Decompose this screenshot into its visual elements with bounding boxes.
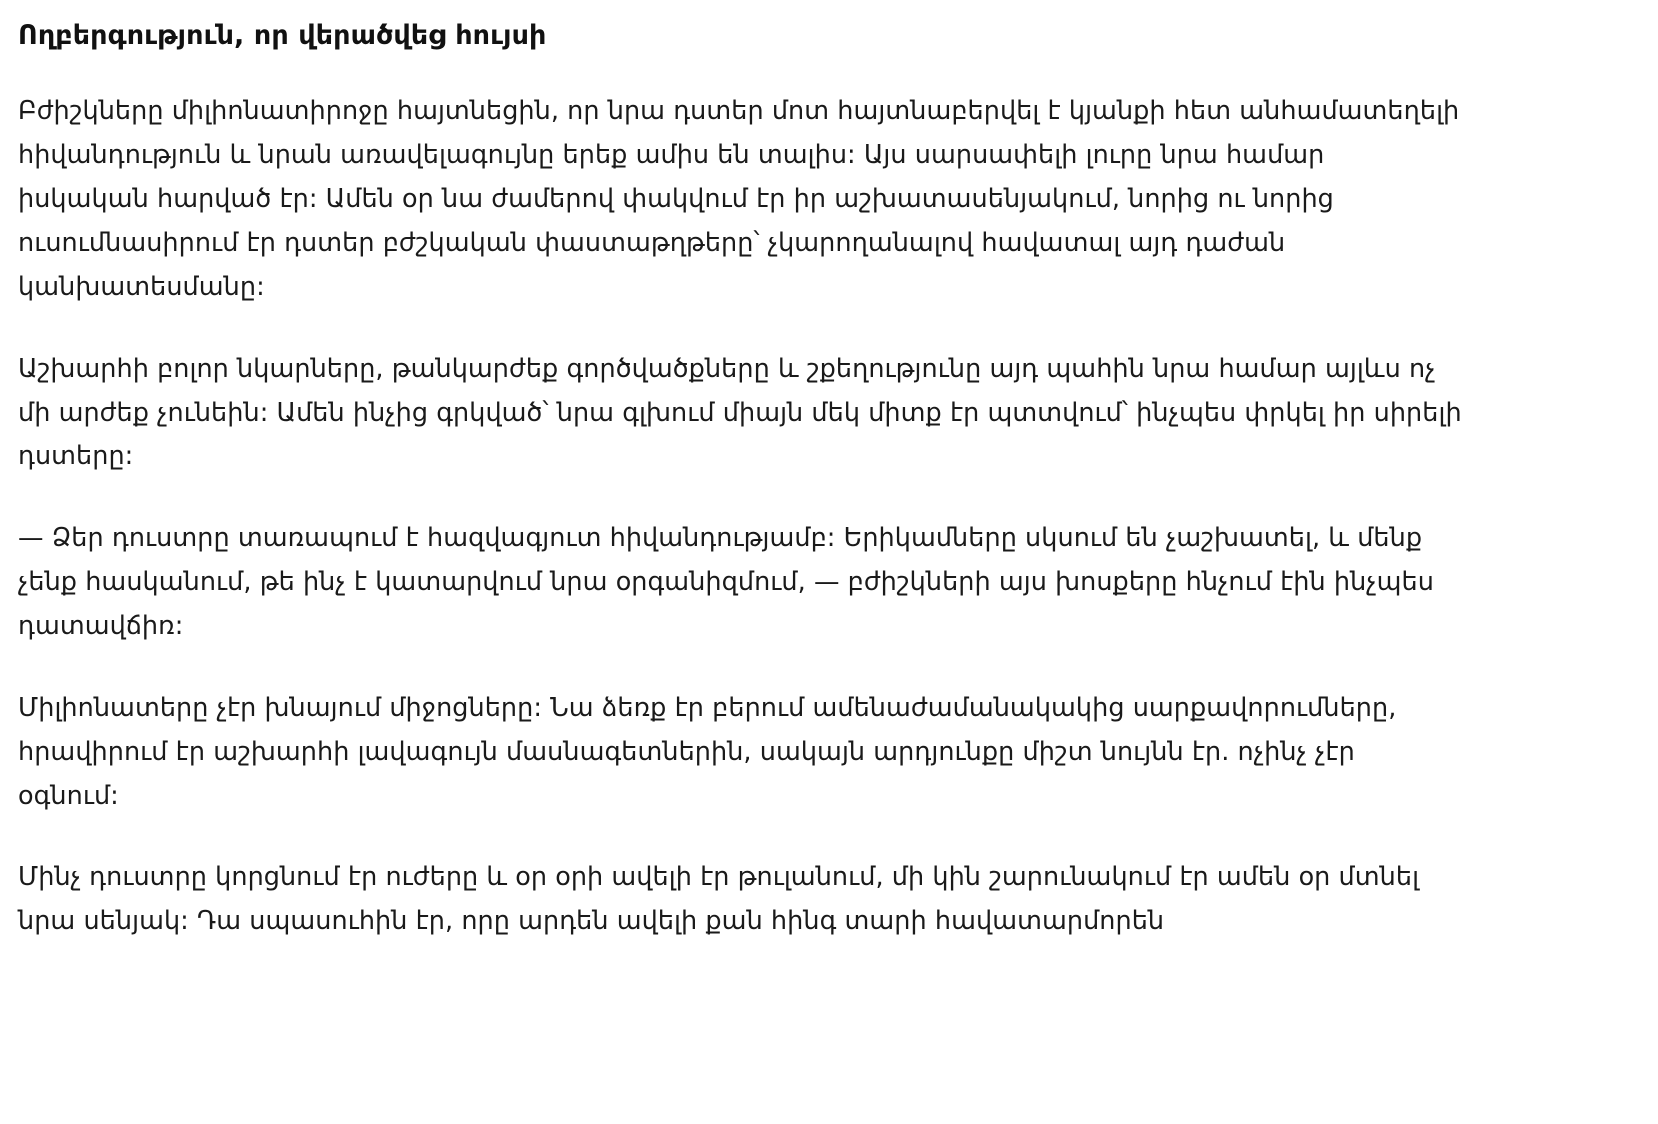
article-body <box>18 90 1462 944</box>
paragraph: Մինչ դուստրը կորցնում էր ուժերը և օր օրի ավելի էր թուլանում, մի կին շարունակում էր ամեն օր մտնել նրա սենյակ: Դա սպասուհին էր, որը արդեն ավելի քան հինգ տարի հավատարմորեն <box>18 862 1420 937</box>
paragraph: Աշխարհի բոլոր նկարները, թանկարժեք գործվածքները և շքեղությունը այդ պահին նրա համար այլևս ոչ մի արժեք չունեին: Ամեն ինչից գրկված՝ նրա գլխում միայն մեկ միտք էր պտտվում՝ ինչպես փրկել իր սիրելի դստերը: <box>18 353 1462 472</box>
paragraph: Միլիոնատերը չէր խնայում միջոցները: Նա ձեռք էր բերում ամենաժամանակակից սարքավորումները, հրավիրում էր աշխարհի լավագույն մասնագետներին, սակայն արդյունքը միշտ նույնն էր. ոչինչ չէր օգնում: <box>18 692 1397 811</box>
paragraph: — Ձեր դուստրը տառապում է հազվագյուտ հիվանդությամբ: Երիկամները սկսում են չաշխատել, և մենք չենք հասկանում, թե ինչ է կատարվում նրա օրգանիզմում, — բժիշկների այս խոսքերը հնչում էին ինչպես դատավճիռ: <box>18 523 1434 642</box>
page-title: Ողբերգություն, որ վերածվեց հույսի <box>18 20 547 51</box>
paragraph: Բժիշկները միլիոնատիրոջը հայտնեցին, որ նրա դստեր մոտ հայտնաբերվել է կյանքի հետ անհամատեղելի հիվանդություն և նրան առավելագույնը երեք ամիս են տալիս: Այս սարսափելի լուրը նրա համար իսկական հարված էր: Ամեն օր նա ժամերով փակվում էր իր աշխատասենյակում, նորից ու նորից ուսումնասիրում էր դստեր բժշկական փաստաթղթերը՝ չկարողանալով հավատալ այդ դաժան կանխատեսմանը: <box>18 96 1460 302</box>
